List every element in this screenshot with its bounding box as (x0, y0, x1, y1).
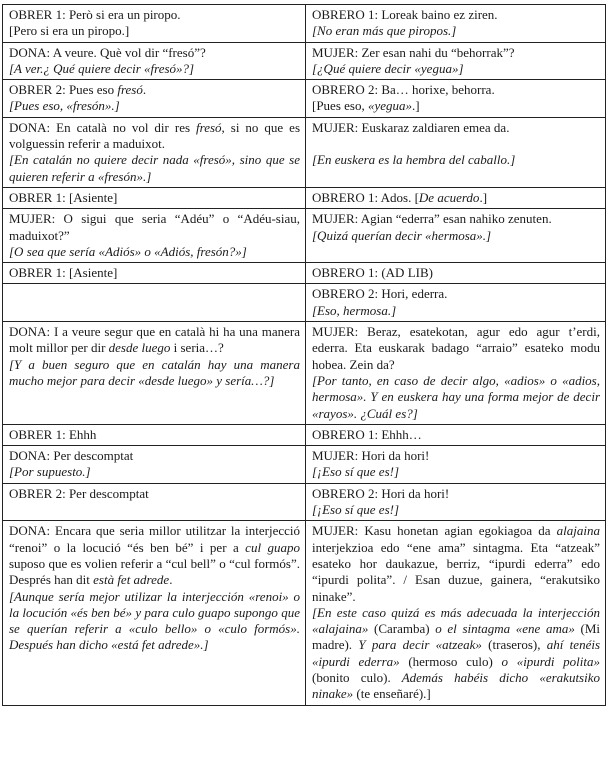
basque-line: MUJER: Hori da hori! (312, 448, 430, 464)
spacer (312, 136, 600, 152)
translation-line: [No eran más que piropos.] (312, 23, 457, 39)
translation-text: [En este caso quizá es más adecuada la interjección «alajaina» (312, 604, 600, 637)
catalan-cell (3, 322, 306, 425)
speech-text: MUJER: Kasu honetan agian egokiagoa da (312, 523, 557, 539)
translation-line: [En euskera es la hembra del caballo.] (312, 152, 516, 168)
translation-text: o «ipurdi polita» (492, 653, 601, 669)
basque-cell (306, 322, 606, 425)
basque-cell (306, 209, 606, 263)
translation-line: [Por supuesto.] (9, 464, 91, 480)
catalan-cell (3, 446, 306, 484)
translation-line: [O sea que sería «Adiós» o «Adiós, fresón?»] (9, 243, 247, 259)
catalan-cell (3, 80, 306, 118)
catalan-line (9, 286, 300, 302)
catalan-cell (3, 187, 306, 208)
basque-cell (306, 521, 606, 705)
gloss-text: (traseros), (488, 637, 541, 653)
basque-line: OBRERO 2: Ba… horixe, behorra. (312, 82, 495, 98)
table-row (3, 42, 606, 80)
catalan-line: MUJER: O sigui que seria “Adéu” o “Adéu-siau, maduixot?” (9, 211, 300, 243)
table-row (3, 117, 606, 187)
catalan-line: OBRER 1: [Asiente] (9, 189, 118, 205)
translation-line: [Pues eso, «fresón».] (9, 98, 120, 114)
catalan-cell (3, 42, 306, 80)
emphasis-text: fresó (196, 119, 222, 135)
table-row (3, 483, 606, 521)
basque-line: OBRERO 1: (AD LIB) (312, 265, 433, 281)
translation-line: [Por tanto, en caso de decir algo, «adios» o «adios, hermosa». Y en euskera hay una forma mejor de decir «rayos». ¿Cuál es?] (312, 372, 600, 421)
emphasis-text: alajaina (556, 523, 600, 539)
speech-text: i seria…? (170, 340, 224, 356)
catalan-cell (3, 521, 306, 705)
translation-text: ahí tenéis «ipurdi ederra» (312, 637, 601, 669)
catalan-line: DONA: Per descomptat (9, 448, 134, 464)
speech-text: . (169, 572, 173, 588)
basque-cell (306, 187, 606, 208)
translation-text: o el sintagma «ene ama» (429, 621, 581, 637)
emphasis-text: està fet adrede (93, 572, 170, 588)
basque-line: MUJER: Euskaraz zaldiaren emea da. (312, 119, 510, 135)
gloss-text: (Caramba) (374, 621, 430, 637)
translation-line: [¡Eso sí que es!] (312, 464, 400, 480)
basque-line: OBRERO 1: Loreak baino ez ziren. (312, 7, 498, 22)
translation-text: Además habéis dicho «erakutsiko ninake» (312, 669, 600, 702)
catalan-cell (3, 483, 306, 521)
translation-line (312, 605, 600, 703)
emphasis-text: De acuerdo (418, 189, 480, 205)
speech-text: suposo que es volien referir a “cul bell” o “cul formós”. Després han dit (9, 555, 300, 588)
translation-line: [Aunque sería mejor utilizar la interjección «renoi» o la locución «és ben bé» y para culo guapo supongo que se querían referir a «culo bello» o «culo formós». Después han dicho «está fet adrede».] (9, 588, 300, 653)
basque-line: MUJER: Agian “ederra” esan nahiko zenuten. (312, 211, 552, 227)
translation-text: [Pues eso, (312, 98, 368, 114)
translation-line: [Eso, hermosa.] (312, 302, 397, 318)
table-row (3, 80, 606, 118)
catalan-line: OBRER 1: [Asiente] (9, 265, 118, 281)
basque-cell (306, 483, 606, 521)
catalan-cell (3, 5, 306, 43)
catalan-line (9, 120, 300, 153)
basque-line (312, 523, 600, 604)
translation-line: [En catalán no quiere decir nada «fresó», sino que se quieren referir a «fresón».] (9, 152, 300, 184)
speech-text: DONA: En català no vol dir res (9, 119, 197, 135)
table-row (3, 209, 606, 263)
gloss-text: (Mi madre). (312, 621, 600, 653)
translation-line (312, 98, 600, 114)
basque-line: MUJER: Zer esan nahi du “behorrak”? (312, 44, 515, 60)
table-row (3, 284, 606, 322)
translation-line: [Y a buen seguro que en catalán hay una manera mucho mejor para decir «desde luego» y sería…?] (9, 356, 300, 388)
speech-text: OBRERO 1: Ados. [ (312, 189, 419, 205)
basque-cell (306, 424, 606, 445)
table-row (3, 424, 606, 445)
speech-text: .] (479, 189, 488, 205)
speech-text: DONA: I a veure segur que en català hi ha una manera molt millor per dir (9, 324, 300, 356)
emphasis-text: cul guapo (245, 539, 300, 555)
basque-cell (306, 263, 606, 284)
translation-line: [A ver.¿ Qué quiere decir «fresó»?] (9, 60, 195, 76)
translation-emphasis: «yegua» (367, 98, 413, 114)
basque-cell (306, 446, 606, 484)
basque-cell (306, 117, 606, 187)
gloss-text: (bonito culo). (312, 669, 391, 685)
dialogue-table (2, 4, 606, 706)
speech-text: DONA: Encara que seria millor utilitzar la interjecció “renoi” o la locució “és ben bé” i per a (9, 523, 300, 555)
translation-line: [Quizá querían decir «hermosa».] (312, 227, 492, 243)
speech-text: OBRER 2: Pues eso (9, 82, 118, 98)
table-row (3, 263, 606, 284)
table-row (3, 5, 606, 43)
catalan-cell (3, 263, 306, 284)
catalan-cell (3, 284, 306, 322)
catalan-line: OBRER 1: Ehhh (9, 426, 97, 442)
emphasis-text: desde luego (108, 340, 171, 356)
speech-text: . (142, 82, 147, 98)
speech-text: interjekzioa edo “ene ama” sintagma. Eta “atzeak” esateko hor daukazue, berriz, “ipurdi ederra” edo “ipurdi polita”. / Esan duzue, gainera, “erakutsiko ninake”. (312, 539, 600, 604)
basque-line (312, 190, 600, 206)
basque-cell (306, 42, 606, 80)
catalan-line (9, 324, 300, 357)
gloss-text: (te enseñaré).] (356, 686, 431, 702)
basque-cell (306, 5, 606, 43)
gloss-text: (hermoso culo) (408, 653, 493, 669)
speech-text: , si no que es volguessin referir a maduixot. (9, 119, 300, 152)
catalan-line: OBRER 1: Però si era un piropo. (9, 7, 181, 22)
basque-cell (306, 80, 606, 118)
basque-cell (306, 284, 606, 322)
table-row (3, 322, 606, 425)
catalan-cell (3, 117, 306, 187)
translation-line: [¡Eso sí que es!] (312, 502, 400, 518)
basque-line: OBRERO 2: Hori da hori! (312, 485, 450, 501)
catalan-cell (3, 424, 306, 445)
translation-line: [Pero si era un piropo.] (9, 23, 130, 39)
catalan-cell (3, 209, 306, 263)
basque-line: MUJER: Beraz, esatekotan, agur edo agur t’erdi, ederra. Eta euskarak badago “arraio” esateko modu hobea. Zein da? (312, 324, 600, 372)
catalan-line: OBRER 2: Per descomptat (9, 485, 149, 501)
catalan-line (9, 82, 300, 98)
catalan-line (9, 523, 300, 588)
catalan-line: DONA: A veure. Què vol dir “fresó”? (9, 44, 206, 60)
translation-text: Y para decir «atzeak» (352, 637, 489, 653)
translation-line: [¿Qué quiere decir «yegua»] (312, 60, 464, 76)
table-row (3, 446, 606, 484)
table-row (3, 187, 606, 208)
basque-line: OBRERO 1: Ehhh… (312, 426, 422, 442)
basque-line: OBRERO 2: Hori, ederra. (312, 286, 448, 302)
emphasis-text: fresó (117, 82, 143, 98)
table-row (3, 521, 606, 705)
translation-text: .] (412, 98, 420, 114)
